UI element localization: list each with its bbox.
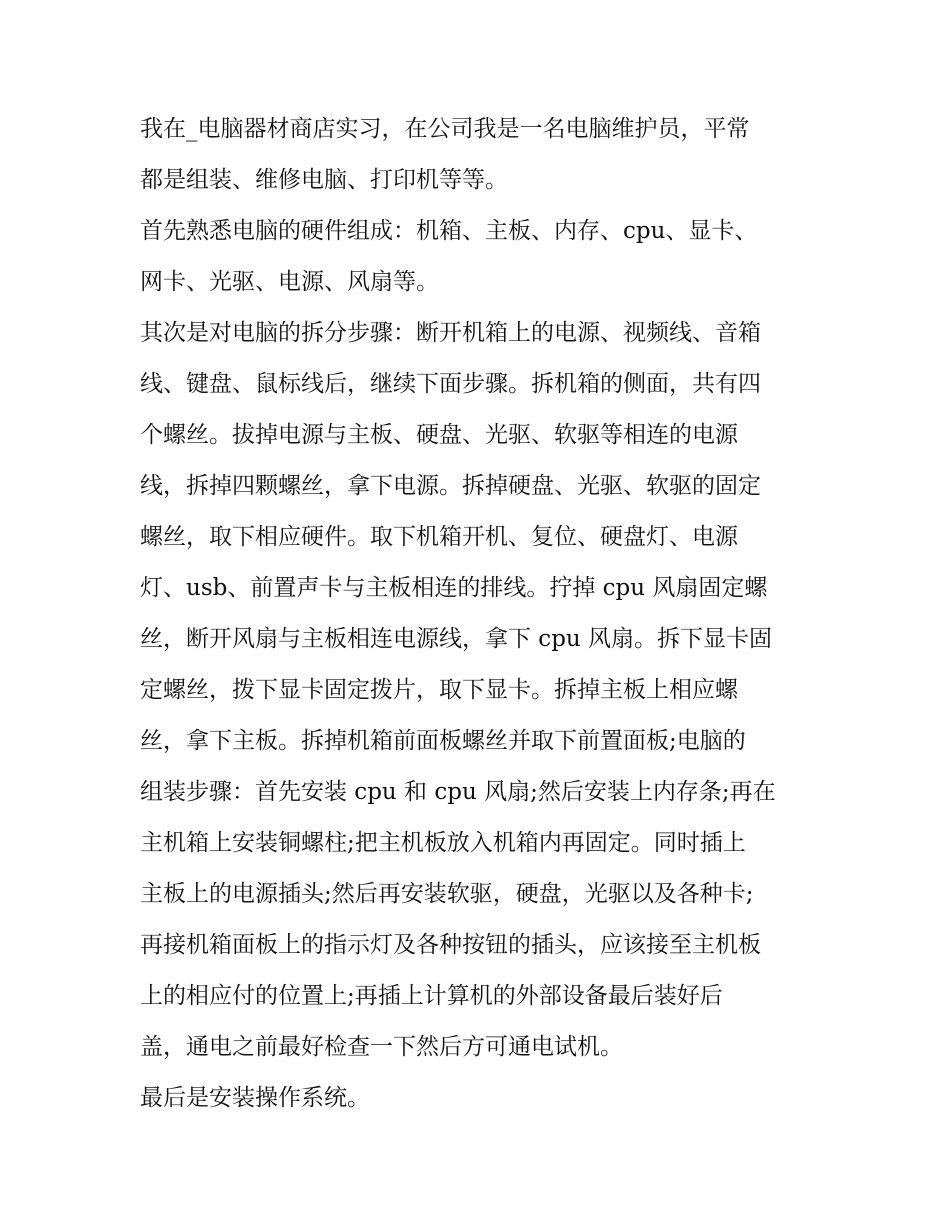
text-line: 盖，通电之前最好检查一下然后方可通电试机。: [140, 1034, 623, 1060]
text-line: 上的相应付的位置上;再插上计算机的外部设备最后装好后: [140, 983, 723, 1009]
text-line: 我在_电脑器材商店实习，在公司我是一名电脑维护员，平常: [140, 116, 750, 142]
text-line: 螺丝，取下相应硬件。取下机箱开机、复位、硬盘灯、电源: [140, 524, 738, 550]
text-line: 个螺丝。拔掉电源与主板、硬盘、光驱、软驱等相连的电源: [140, 422, 738, 448]
text-line: 线、键盘、鼠标线后，继续下面步骤。拆机箱的侧面，共有四: [140, 371, 761, 397]
text-line: 主板上的电源插头;然后再安装软驱，硬盘，光驱以及各种卡;: [140, 881, 754, 907]
text-line: 丝，断开风扇与主板相连电源线，拿下 cpu 风扇。拆下显卡固: [140, 626, 773, 652]
text-line: 都是组装、维修电脑、打印机等等。: [140, 167, 508, 193]
document-body: [140, 104, 815, 1124]
text-line: 最后是安装操作系统。: [140, 1085, 370, 1111]
text-line: 线，拆掉四颗螺丝，拿下电源。拆掉硬盘、光驱、软驱的固定: [140, 473, 761, 499]
text-line: 丝，拿下主板。拆掉机箱前面板螺丝并取下前置面板;电脑的: [140, 728, 746, 754]
text-line: 主机箱上安装铜螺柱;把主机板放入机箱内再固定。同时插上: [140, 830, 746, 856]
text-line: 其次是对电脑的拆分步骤：断开机箱上的电源、视频线、音箱: [140, 320, 761, 346]
text-line: 组装步骤：首先安装 cpu 和 cpu 风扇;然后安装上内存条;再在: [140, 779, 776, 805]
text-line: 首先熟悉电脑的硬件组成：机箱、主板、内存、cpu、显卡、: [140, 218, 758, 244]
text-line: 再接机箱面板上的指示灯及各种按钮的插头，应该接至主机板: [140, 932, 761, 958]
text-line: 灯、usb、前置声卡与主板相连的排线。拧掉 cpu 风扇固定螺: [140, 575, 768, 601]
text-line: 定螺丝，拨下显卡固定拨片，取下显卡。拆掉主板上相应螺: [140, 677, 738, 703]
text-line: 网卡、光驱、电源、风扇等。: [140, 269, 439, 295]
